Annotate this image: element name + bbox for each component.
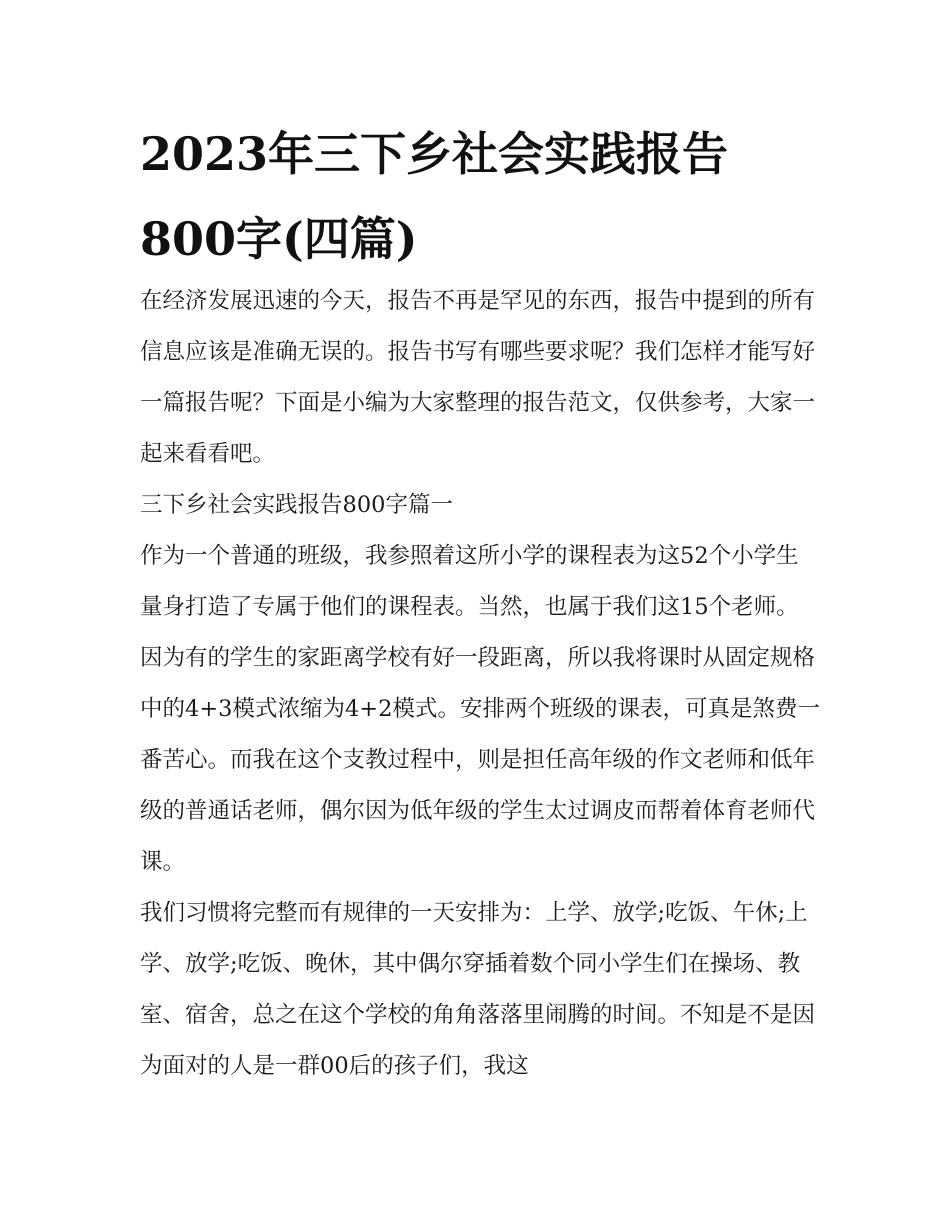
section-heading: 三下乡社会实践报告800字篇一 <box>140 492 453 518</box>
intro-paragraph: 在经济发展迅速的今天，报告不再是罕见的东西，报告中提到的所有信息应该是准确无误的。报告书写有哪些要求呢？我们怎样才能写好一篇报告呢？下面是小编为大家整理的报告范文，仅供参考，大家一起来看看吧。 <box>140 288 816 467</box>
body-paragraph: 我们习惯将完整而有规律的一天安排为：上学、放学;吃饭、午休;上学、放学;吃饭、晚休，其中偶尔穿插着数个同小学生们在操场、教室、宿舍，总之在这个学校的角角落落里闹腾的时间。不知是不是因为面对的人是一群00后的孩子们，我这 <box>140 900 816 1079</box>
body-paragraph: 作为一个普通的班级，我参照着这所小学的课程表为这52个小学生量身打造了专属于他们的课程表。当然，也属于我们这15个老师。因为有的学生的家距离学校有好一段距离，所以我将课时从固定规格中的4+3模式浓缩为4+2模式。安排两个班级的课表，可真是煞费一番苦心。而我在这个支教过程中，则是担任高年级的作文老师和低年级的普通话老师，偶尔因为低年级的学生太过调皮而帮着体育老师代课。 <box>140 543 820 875</box>
document-title: 2023年三下乡社会实践报告800字(四篇) <box>140 127 729 266</box>
document-body <box>140 276 820 1092</box>
